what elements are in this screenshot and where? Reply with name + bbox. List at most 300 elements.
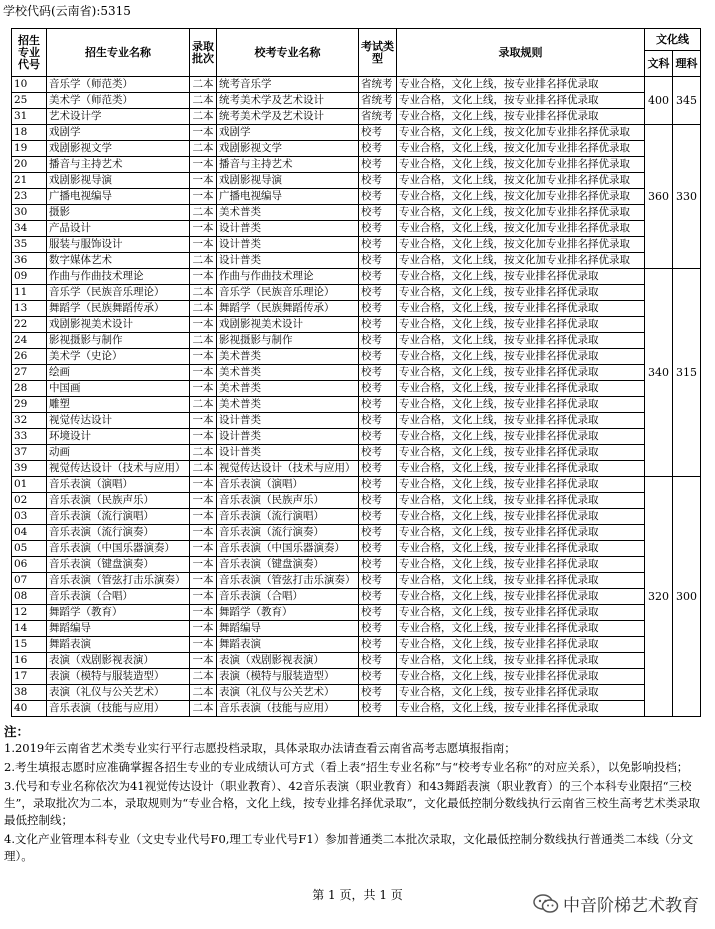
note-item: 1.2019年云南省艺术类专业实行平行志愿投档录取，具体录取办法请查看云南省高考志愿填报指南； <box>4 741 516 755</box>
cell-code: 36 <box>12 253 47 269</box>
cell-rule: 专业合格，文化上线，按专业排名择优录取 <box>397 93 645 109</box>
cell-exam-major: 表演（戏剧影视表演） <box>217 653 359 669</box>
table-row <box>12 189 701 205</box>
cell-exam-major: 音乐表演（合唱） <box>217 589 359 605</box>
cell-batch: 二本 <box>190 109 217 125</box>
cell-exam-type: 校考 <box>359 301 397 317</box>
cell-major: 表演（礼仪与公关艺术） <box>47 685 190 701</box>
cell-batch: 二本 <box>190 333 217 349</box>
table-row <box>12 621 701 637</box>
cell-exam-major: 表演（礼仪与公关艺术） <box>217 685 359 701</box>
cell-major: 摄影 <box>47 205 190 221</box>
cell-rule: 专业合格，文化上线，按专业排名择优录取 <box>397 573 645 589</box>
cell-major: 音乐表演（技能与应用） <box>47 701 190 717</box>
cell-exam-major: 播音与主持艺术 <box>217 157 359 173</box>
cell-rule: 专业合格，文化上线，按专业排名择优录取 <box>397 317 645 333</box>
cell-exam-major: 音乐表演（演唱） <box>217 477 359 493</box>
cell-batch: 二本 <box>190 93 217 109</box>
table-row <box>12 157 701 173</box>
cell-exam-major: 设计普类 <box>217 445 359 461</box>
note-item: 4.文化产业管理本科专业（文史专业代号F0,理工专业代号F1）参加普通类二本批次录取，文化最低控制分数线执行普通类二本线（分文理）。 <box>4 832 694 863</box>
cell-major: 影视摄影与制作 <box>47 333 190 349</box>
cell-code: 09 <box>12 269 47 285</box>
cell-exam-type: 校考 <box>359 589 397 605</box>
cell-exam-type: 校考 <box>359 413 397 429</box>
cell-batch: 二本 <box>190 253 217 269</box>
cell-major: 服装与服饰设计 <box>47 237 190 253</box>
table-row <box>12 429 701 445</box>
cell-major: 音乐学（民族音乐理论） <box>47 285 190 301</box>
cell-batch: 二本 <box>190 301 217 317</box>
cell-exam-major: 统考音乐学 <box>217 77 359 93</box>
cell-exam-type: 校考 <box>359 189 397 205</box>
cell-rule: 专业合格，文化上线，按专业排名择优录取 <box>397 621 645 637</box>
science-line-value: 345 <box>673 77 701 125</box>
table-row <box>12 637 701 653</box>
arts-line-value: 320 <box>645 477 673 717</box>
cell-exam-type: 校考 <box>359 525 397 541</box>
cell-exam-major: 设计普类 <box>217 221 359 237</box>
cell-major: 舞蹈编导 <box>47 621 190 637</box>
cell-rule: 专业合格，文化上线，按文化加专业排名择优录取 <box>397 205 645 221</box>
cell-code: 17 <box>12 669 47 685</box>
cell-rule: 专业合格，文化上线，按专业排名择优录取 <box>397 413 645 429</box>
cell-rule: 专业合格，文化上线，按专业排名择优录取 <box>397 285 645 301</box>
cell-exam-type: 校考 <box>359 269 397 285</box>
cell-exam-type: 校考 <box>359 701 397 717</box>
cell-batch: 一本 <box>190 621 217 637</box>
cell-exam-major: 音乐表演（管弦打击乐演奏） <box>217 573 359 589</box>
cell-major: 视觉传达设计 <box>47 413 190 429</box>
cell-rule: 专业合格，文化上线，按专业排名择优录取 <box>397 493 645 509</box>
cell-batch: 一本 <box>190 189 217 205</box>
cell-exam-type: 校考 <box>359 317 397 333</box>
cell-exam-major: 音乐表演（技能与应用） <box>217 701 359 717</box>
cell-exam-type: 省统考 <box>359 93 397 109</box>
cell-exam-type: 校考 <box>359 573 397 589</box>
cell-exam-type: 校考 <box>359 557 397 573</box>
cell-major: 音乐表演（民族声乐） <box>47 493 190 509</box>
cell-exam-major: 设计普类 <box>217 237 359 253</box>
wechat-logo-icon <box>533 894 559 914</box>
header-exam-type: 考试类型 <box>359 29 397 77</box>
cell-rule: 专业合格，文化上线，按专业排名择优录取 <box>397 653 645 669</box>
cell-exam-type: 校考 <box>359 333 397 349</box>
cell-code: 02 <box>12 493 47 509</box>
cell-exam-type: 校考 <box>359 653 397 669</box>
page-number: 第 1 页，共 1 页 <box>312 888 403 902</box>
cell-exam-type: 校考 <box>359 509 397 525</box>
cell-batch: 二本 <box>190 685 217 701</box>
cell-exam-major: 美术普类 <box>217 205 359 221</box>
cell-code: 24 <box>12 333 47 349</box>
cell-rule: 专业合格，文化上线，按专业排名择优录取 <box>397 381 645 397</box>
arts-line-value: 340 <box>645 269 673 477</box>
cell-major: 雕塑 <box>47 397 190 413</box>
cell-batch: 二本 <box>190 445 217 461</box>
cell-exam-type: 省统考 <box>359 77 397 93</box>
cell-code: 22 <box>12 317 47 333</box>
note-item: 3.代号和专业名称依次为41视觉传达设计（职业教育）、42音乐表演（职业教育）和43舞蹈表演（职业教育）的三个本科专业限招“三校生”，录取批次为二本，录取规则为“专业合格，文化上线，按专业排名择优录取”，文化最低控制分数线执行云南省三校生高考艺术类录取最低控制线； <box>4 779 701 827</box>
cell-exam-type: 校考 <box>359 349 397 365</box>
table-row <box>12 605 701 621</box>
table-row <box>12 381 701 397</box>
cell-rule: 专业合格，文化上线，按专业排名择优录取 <box>397 397 645 413</box>
cell-exam-type: 校考 <box>359 541 397 557</box>
cell-exam-major: 音乐学（民族音乐理论） <box>217 285 359 301</box>
cell-exam-type: 校考 <box>359 397 397 413</box>
header-culture-line: 文化线 <box>645 29 701 51</box>
cell-exam-type: 校考 <box>359 125 397 141</box>
cell-exam-major: 美术普类 <box>217 381 359 397</box>
table-row <box>12 109 701 125</box>
cell-code: 08 <box>12 589 47 605</box>
arts-line-value: 360 <box>645 125 673 269</box>
table-row <box>12 669 701 685</box>
table-row <box>12 205 701 221</box>
cell-batch: 一本 <box>190 509 217 525</box>
cell-code: 38 <box>12 685 47 701</box>
cell-batch: 二本 <box>190 397 217 413</box>
cell-code: 35 <box>12 237 47 253</box>
cell-exam-major: 戏剧影视文学 <box>217 141 359 157</box>
watermark <box>533 891 699 916</box>
cell-exam-major: 美术普类 <box>217 397 359 413</box>
cell-code: 33 <box>12 429 47 445</box>
cell-exam-type: 校考 <box>359 157 397 173</box>
cell-batch: 一本 <box>190 269 217 285</box>
cell-rule: 专业合格，文化上线，按专业排名择优录取 <box>397 269 645 285</box>
table-row <box>12 237 701 253</box>
admission-table <box>11 28 701 717</box>
table-row <box>12 397 701 413</box>
cell-major: 音乐表演（合唱） <box>47 589 190 605</box>
table-row <box>12 285 701 301</box>
school-code: 学校代码(云南省):5315 <box>3 4 131 18</box>
cell-exam-major: 戏剧影视美术设计 <box>217 317 359 333</box>
cell-exam-major: 美术普类 <box>217 349 359 365</box>
cell-major: 音乐表演（键盘演奏） <box>47 557 190 573</box>
cell-code: 28 <box>12 381 47 397</box>
cell-rule: 专业合格，文化上线，按文化加专业排名择优录取 <box>397 189 645 205</box>
cell-batch: 一本 <box>190 237 217 253</box>
cell-exam-type: 校考 <box>359 477 397 493</box>
cell-rule: 专业合格，文化上线，按文化加专业排名择优录取 <box>397 173 645 189</box>
cell-exam-major: 戏剧学 <box>217 125 359 141</box>
cell-rule: 专业合格，文化上线，按专业排名择优录取 <box>397 701 645 717</box>
cell-exam-major: 广播电视编导 <box>217 189 359 205</box>
cell-exam-type: 校考 <box>359 237 397 253</box>
cell-rule: 专业合格，文化上线，按专业排名择优录取 <box>397 365 645 381</box>
cell-major: 音乐学（师范类） <box>47 77 190 93</box>
cell-exam-type: 校考 <box>359 285 397 301</box>
table-row <box>12 493 701 509</box>
cell-rule: 专业合格，文化上线，按专业排名择优录取 <box>397 429 645 445</box>
table-row <box>12 125 701 141</box>
cell-exam-type: 校考 <box>359 205 397 221</box>
header-exam-major: 校考专业名称 <box>217 29 359 77</box>
cell-code: 30 <box>12 205 47 221</box>
cell-batch: 一本 <box>190 157 217 173</box>
cell-batch: 二本 <box>190 669 217 685</box>
cell-rule: 专业合格，文化上线，按专业排名择优录取 <box>397 477 645 493</box>
cell-batch: 一本 <box>190 637 217 653</box>
header-arts: 文科 <box>645 51 673 77</box>
cell-rule: 专业合格，文化上线，按专业排名择优录取 <box>397 605 645 621</box>
cell-exam-type: 校考 <box>359 221 397 237</box>
cell-major: 艺术设计学 <box>47 109 190 125</box>
cell-code: 11 <box>12 285 47 301</box>
cell-batch: 一本 <box>190 573 217 589</box>
cell-major: 环境设计 <box>47 429 190 445</box>
table-row <box>12 445 701 461</box>
cell-major: 戏剧影视导演 <box>47 173 190 189</box>
cell-exam-type: 校考 <box>359 685 397 701</box>
cell-major: 戏剧学 <box>47 125 190 141</box>
cell-batch: 一本 <box>190 493 217 509</box>
cell-code: 14 <box>12 621 47 637</box>
cell-batch: 二本 <box>190 77 217 93</box>
cell-rule: 专业合格，文化上线，按专业排名择优录取 <box>397 301 645 317</box>
cell-code: 29 <box>12 397 47 413</box>
table-row <box>12 349 701 365</box>
cell-code: 27 <box>12 365 47 381</box>
cell-exam-major: 音乐表演（民族声乐） <box>217 493 359 509</box>
cell-major: 音乐表演（演唱） <box>47 477 190 493</box>
cell-code: 01 <box>12 477 47 493</box>
cell-code: 19 <box>12 141 47 157</box>
cell-code: 05 <box>12 541 47 557</box>
cell-code: 15 <box>12 637 47 653</box>
cell-rule: 专业合格，文化上线，按专业排名择优录取 <box>397 541 645 557</box>
cell-exam-major: 舞蹈表演 <box>217 637 359 653</box>
arts-line-value: 400 <box>645 77 673 125</box>
cell-exam-type: 校考 <box>359 381 397 397</box>
cell-code: 12 <box>12 605 47 621</box>
cell-rule: 专业合格，文化上线，按文化加专业排名择优录取 <box>397 125 645 141</box>
cell-rule: 专业合格，文化上线，按专业排名择优录取 <box>397 525 645 541</box>
cell-code: 06 <box>12 557 47 573</box>
header-batch: 录取批次 <box>190 29 217 77</box>
science-line-value: 315 <box>673 269 701 477</box>
cell-rule: 专业合格，文化上线，按专业排名择优录取 <box>397 349 645 365</box>
table-row <box>12 141 701 157</box>
cell-exam-type: 校考 <box>359 493 397 509</box>
table-row <box>12 653 701 669</box>
cell-exam-major: 视觉传达设计（技术与应用） <box>217 461 359 477</box>
note-item: 2.考生填报志愿时应准确掌握各招生专业的专业成绩认可方式（看上表“招生专业名称”与“校考专业名称”的对应关系），以免影响投档； <box>4 760 689 774</box>
table-row <box>12 301 701 317</box>
cell-major: 作曲与作曲技术理论 <box>47 269 190 285</box>
table-row <box>12 221 701 237</box>
table-row <box>12 93 701 109</box>
cell-code: 34 <box>12 221 47 237</box>
table-row <box>12 173 701 189</box>
cell-exam-major: 音乐表演（中国乐器演奏） <box>217 541 359 557</box>
cell-rule: 专业合格，文化上线，按专业排名择优录取 <box>397 557 645 573</box>
cell-rule: 专业合格，文化上线，按文化加专业排名择优录取 <box>397 141 645 157</box>
cell-batch: 一本 <box>190 477 217 493</box>
cell-major: 表演（戏剧影视表演） <box>47 653 190 669</box>
cell-exam-type: 省统考 <box>359 109 397 125</box>
cell-exam-type: 校考 <box>359 637 397 653</box>
cell-major: 视觉传达设计（技术与应用） <box>47 461 190 477</box>
cell-rule: 专业合格，文化上线，按文化加专业排名择优录取 <box>397 157 645 173</box>
cell-code: 40 <box>12 701 47 717</box>
table-row <box>12 365 701 381</box>
cell-major: 舞蹈表演 <box>47 637 190 653</box>
cell-major: 音乐表演（流行演奏） <box>47 525 190 541</box>
cell-rule: 专业合格，文化上线，按专业排名择优录取 <box>397 509 645 525</box>
cell-exam-major: 舞蹈学（教育） <box>217 605 359 621</box>
notes-section <box>4 723 709 867</box>
cell-code: 20 <box>12 157 47 173</box>
cell-batch: 一本 <box>190 653 217 669</box>
cell-rule: 专业合格，文化上线，按专业排名择优录取 <box>397 589 645 605</box>
cell-code: 32 <box>12 413 47 429</box>
cell-batch: 二本 <box>190 701 217 717</box>
notes-title: 注： <box>4 724 30 739</box>
cell-rule: 专业合格，文化上线，按专业排名择优录取 <box>397 333 645 349</box>
cell-major: 戏剧影视美术设计 <box>47 317 190 333</box>
cell-batch: 一本 <box>190 125 217 141</box>
cell-exam-major: 音乐表演（流行演唱） <box>217 509 359 525</box>
table-row <box>12 253 701 269</box>
header-rule: 录取规则 <box>397 29 645 77</box>
cell-rule: 专业合格，文化上线，按专业排名择优录取 <box>397 109 645 125</box>
cell-rule: 专业合格，文化上线，按文化加专业排名择优录取 <box>397 253 645 269</box>
cell-code: 31 <box>12 109 47 125</box>
cell-code: 16 <box>12 653 47 669</box>
cell-exam-major: 美术普类 <box>217 365 359 381</box>
cell-rule: 专业合格，文化上线，按专业排名择优录取 <box>397 461 645 477</box>
cell-exam-major: 音乐表演（键盘演奏） <box>217 557 359 573</box>
table-row <box>12 509 701 525</box>
cell-batch: 一本 <box>190 605 217 621</box>
cell-exam-type: 校考 <box>359 461 397 477</box>
cell-batch: 一本 <box>190 365 217 381</box>
cell-major: 产品设计 <box>47 221 190 237</box>
table-row <box>12 525 701 541</box>
cell-exam-type: 校考 <box>359 141 397 157</box>
table-row <box>12 557 701 573</box>
cell-code: 13 <box>12 301 47 317</box>
table-row <box>12 477 701 493</box>
science-line-value: 330 <box>673 125 701 269</box>
cell-major: 美术学（师范类） <box>47 93 190 109</box>
table-row <box>12 317 701 333</box>
cell-code: 10 <box>12 77 47 93</box>
cell-code: 07 <box>12 573 47 589</box>
cell-rule: 专业合格，文化上线，按专业排名择优录取 <box>397 669 645 685</box>
cell-exam-major: 统考美术学及艺术设计 <box>217 93 359 109</box>
table-row <box>12 573 701 589</box>
cell-exam-major: 设计普类 <box>217 253 359 269</box>
table-row <box>12 333 701 349</box>
cell-exam-major: 舞蹈学（民族舞蹈传承） <box>217 301 359 317</box>
cell-exam-major: 戏剧影视导演 <box>217 173 359 189</box>
cell-major: 美术学（史论） <box>47 349 190 365</box>
cell-rule: 专业合格，文化上线，按专业排名择优录取 <box>397 445 645 461</box>
cell-rule: 专业合格，文化上线，按文化加专业排名择优录取 <box>397 221 645 237</box>
cell-code: 25 <box>12 93 47 109</box>
cell-batch: 一本 <box>190 381 217 397</box>
cell-batch: 一本 <box>190 429 217 445</box>
cell-batch: 一本 <box>190 221 217 237</box>
cell-major: 音乐表演（中国乐器演奏） <box>47 541 190 557</box>
cell-batch: 一本 <box>190 557 217 573</box>
cell-exam-major: 设计普类 <box>217 413 359 429</box>
cell-rule: 专业合格，文化上线，按专业排名择优录取 <box>397 685 645 701</box>
cell-exam-major: 舞蹈编导 <box>217 621 359 637</box>
cell-major: 广播电视编导 <box>47 189 190 205</box>
cell-exam-major: 音乐表演（流行演奏） <box>217 525 359 541</box>
cell-major: 绘画 <box>47 365 190 381</box>
cell-code: 21 <box>12 173 47 189</box>
table-row <box>12 701 701 717</box>
table-row <box>12 413 701 429</box>
cell-batch: 二本 <box>190 285 217 301</box>
header-major: 招生专业名称 <box>47 29 190 77</box>
cell-exam-type: 校考 <box>359 365 397 381</box>
cell-rule: 专业合格，文化上线，按专业排名择优录取 <box>397 77 645 93</box>
cell-batch: 一本 <box>190 317 217 333</box>
cell-batch: 一本 <box>190 525 217 541</box>
cell-code: 39 <box>12 461 47 477</box>
table-row <box>12 589 701 605</box>
cell-code: 37 <box>12 445 47 461</box>
cell-major: 动画 <box>47 445 190 461</box>
cell-major: 表演（模特与服装造型） <box>47 669 190 685</box>
cell-code: 26 <box>12 349 47 365</box>
cell-exam-major: 影视摄影与制作 <box>217 333 359 349</box>
cell-code: 04 <box>12 525 47 541</box>
table-row <box>12 461 701 477</box>
cell-batch: 一本 <box>190 173 217 189</box>
cell-batch: 一本 <box>190 413 217 429</box>
cell-batch: 二本 <box>190 461 217 477</box>
cell-major: 戏剧影视文学 <box>47 141 190 157</box>
cell-exam-type: 校考 <box>359 445 397 461</box>
cell-batch: 一本 <box>190 589 217 605</box>
header-science: 理科 <box>673 51 701 77</box>
cell-major: 中国画 <box>47 381 190 397</box>
cell-exam-major: 表演（模特与服装造型） <box>217 669 359 685</box>
cell-major: 舞蹈学（民族舞蹈传承） <box>47 301 190 317</box>
cell-batch: 二本 <box>190 205 217 221</box>
cell-major: 音乐表演（管弦打击乐演奏） <box>47 573 190 589</box>
cell-exam-major: 设计普类 <box>217 429 359 445</box>
cell-exam-major: 作曲与作曲技术理论 <box>217 269 359 285</box>
science-line-value: 300 <box>673 477 701 717</box>
cell-exam-type: 校考 <box>359 173 397 189</box>
cell-major: 数字媒体艺术 <box>47 253 190 269</box>
cell-major: 音乐表演（流行演唱） <box>47 509 190 525</box>
cell-batch: 一本 <box>190 541 217 557</box>
header-code: 招生专业代号 <box>12 29 47 77</box>
cell-exam-type: 校考 <box>359 669 397 685</box>
watermark-text: 中音阶梯艺术教育 <box>563 896 699 916</box>
cell-rule: 专业合格，文化上线，按专业排名择优录取 <box>397 637 645 653</box>
cell-code: 18 <box>12 125 47 141</box>
table-row <box>12 541 701 557</box>
table-row <box>12 77 701 93</box>
cell-batch: 二本 <box>190 141 217 157</box>
cell-exam-type: 校考 <box>359 621 397 637</box>
cell-exam-type: 校考 <box>359 253 397 269</box>
cell-code: 03 <box>12 509 47 525</box>
cell-exam-major: 统考美术学及艺术设计 <box>217 109 359 125</box>
